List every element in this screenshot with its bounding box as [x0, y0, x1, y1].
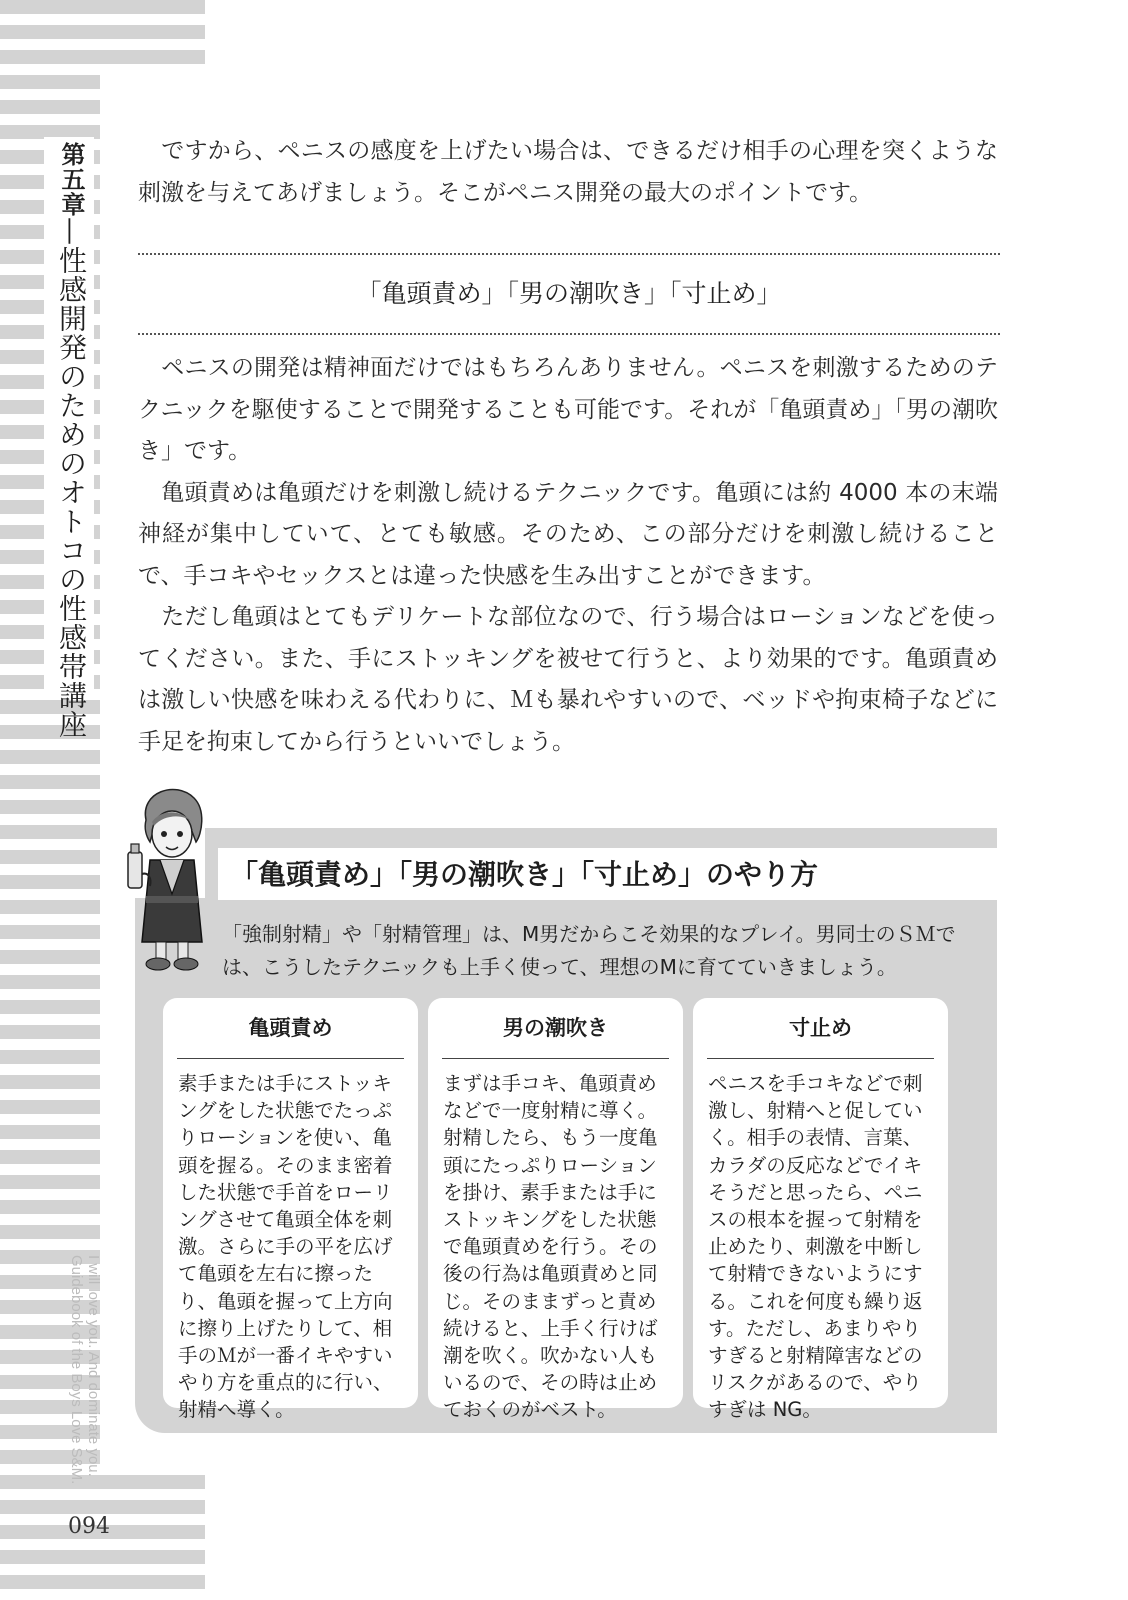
card-divider — [177, 1058, 404, 1059]
chapter-heading — [50, 142, 90, 739]
chapter-title: 性感開発のためのオトコの性感帯講座 — [55, 246, 88, 739]
man-in-robe-holding-bottle-icon — [124, 782, 216, 972]
page-number: 094 — [68, 1514, 110, 1539]
card-body: 素手または手にストッキングをした状態でたっぷりローションを使い、亀頭を握る。そのまま密着した状態で手首をローリングさせて亀頭全体を刺激。さらに手の平を広げて亀頭を左右に擦ったり、亀頭を握って上方向に擦り上げたりして、相手のＭが一番イキやすいやり方を重点的に行い、射精へ導く。 — [178, 1072, 393, 1422]
card-heading: 寸止め — [789, 1016, 852, 1040]
body-text — [138, 348, 998, 763]
card-body: まずは手コキ、亀頭責めなどで一度射精に導く。射精したら、もう一度亀頭にたっぷりローションを掛け、素手または手にストッキングをした状態で亀頭責めを行う。その後の行為は亀頭責めと同じ。そのままずっと責め続けると、上手く行けば潮を吹く。吹かない人もいるので、その時は止めておくのがベスト。 — [443, 1072, 658, 1422]
card-heading: 男の潮吹き — [503, 1016, 608, 1040]
section-heading: 「亀頭責め」「男の潮吹き」「寸止め」 — [356, 279, 782, 308]
technique-card — [693, 998, 948, 1422]
english-tagline: I will love you. And dominate you. Guidebook of the Boys Love S&M. — [68, 1255, 102, 1485]
body-paragraph: ペニスの開発は精神面だけではもちろんありません。ペニスを刺激するためのテクニックを駆使することで開発することも可能です。それが「亀頭責め」「男の潮吹き」です。 — [138, 355, 998, 464]
technique-card — [428, 998, 683, 1422]
body-paragraph: 亀頭責めは亀頭だけを刺激し続けるテクニックです。亀頭には約 4000 本の末端神経が集中していて、とても敏感。そのため、この部分だけを刺激し続けることで、手コキやセックスとは違った快感を生み出すことができます。 — [138, 479, 998, 589]
heading-rule-bottom — [138, 333, 1000, 335]
howto-intro: 「強制射精」や「射精管理」は、M男だからこそ効果的なプレイ。男同士のＳＭでは、こうしたテクニックも上手く使って、理想のMに育てていきましょう。 — [222, 922, 956, 979]
chapter-label: 第五章 — [57, 142, 86, 217]
card-heading: 亀頭責め — [248, 1016, 333, 1040]
chapter-separator: — — [55, 217, 88, 246]
heading-rule-top — [138, 253, 1000, 255]
card-divider — [707, 1058, 934, 1059]
technique-card — [163, 998, 418, 1422]
card-body: ペニスを手コキなどで刺激し、射精へと促していく。相手の表情、言葉、カラダの反応などでイキそうだと思ったら、ペニスの根本を握って射精を止めたり、刺激を中断して射精できないようにする。これを何度も繰り返す。ただし、あまりやりすぎると射精障害などのリスクがあるので、やりすぎは NG。 — [708, 1072, 923, 1422]
body-paragraph: ただし亀頭はとてもデリケートな部位なので、行う場合はローションなどを使ってください。また、手にストッキングを被せて行うと、より効果的です。亀頭責めは激しい快感を味わえる代わりに、Ｍも暴れやすいので、ベッドや拘束椅子などに手足を拘束してから行うといいでしょう。 — [138, 604, 998, 755]
intro-paragraph: ですから、ペニスの感度を上げたい場合は、できるだけ相手の心理を突くような刺激を与えてあげましょう。そこがペニス開発の最大のポイントです。 — [138, 138, 998, 206]
howto-title: 「亀頭責め」「男の潮吹き」「寸止め」のやり方 — [230, 858, 819, 891]
card-divider — [442, 1058, 669, 1059]
